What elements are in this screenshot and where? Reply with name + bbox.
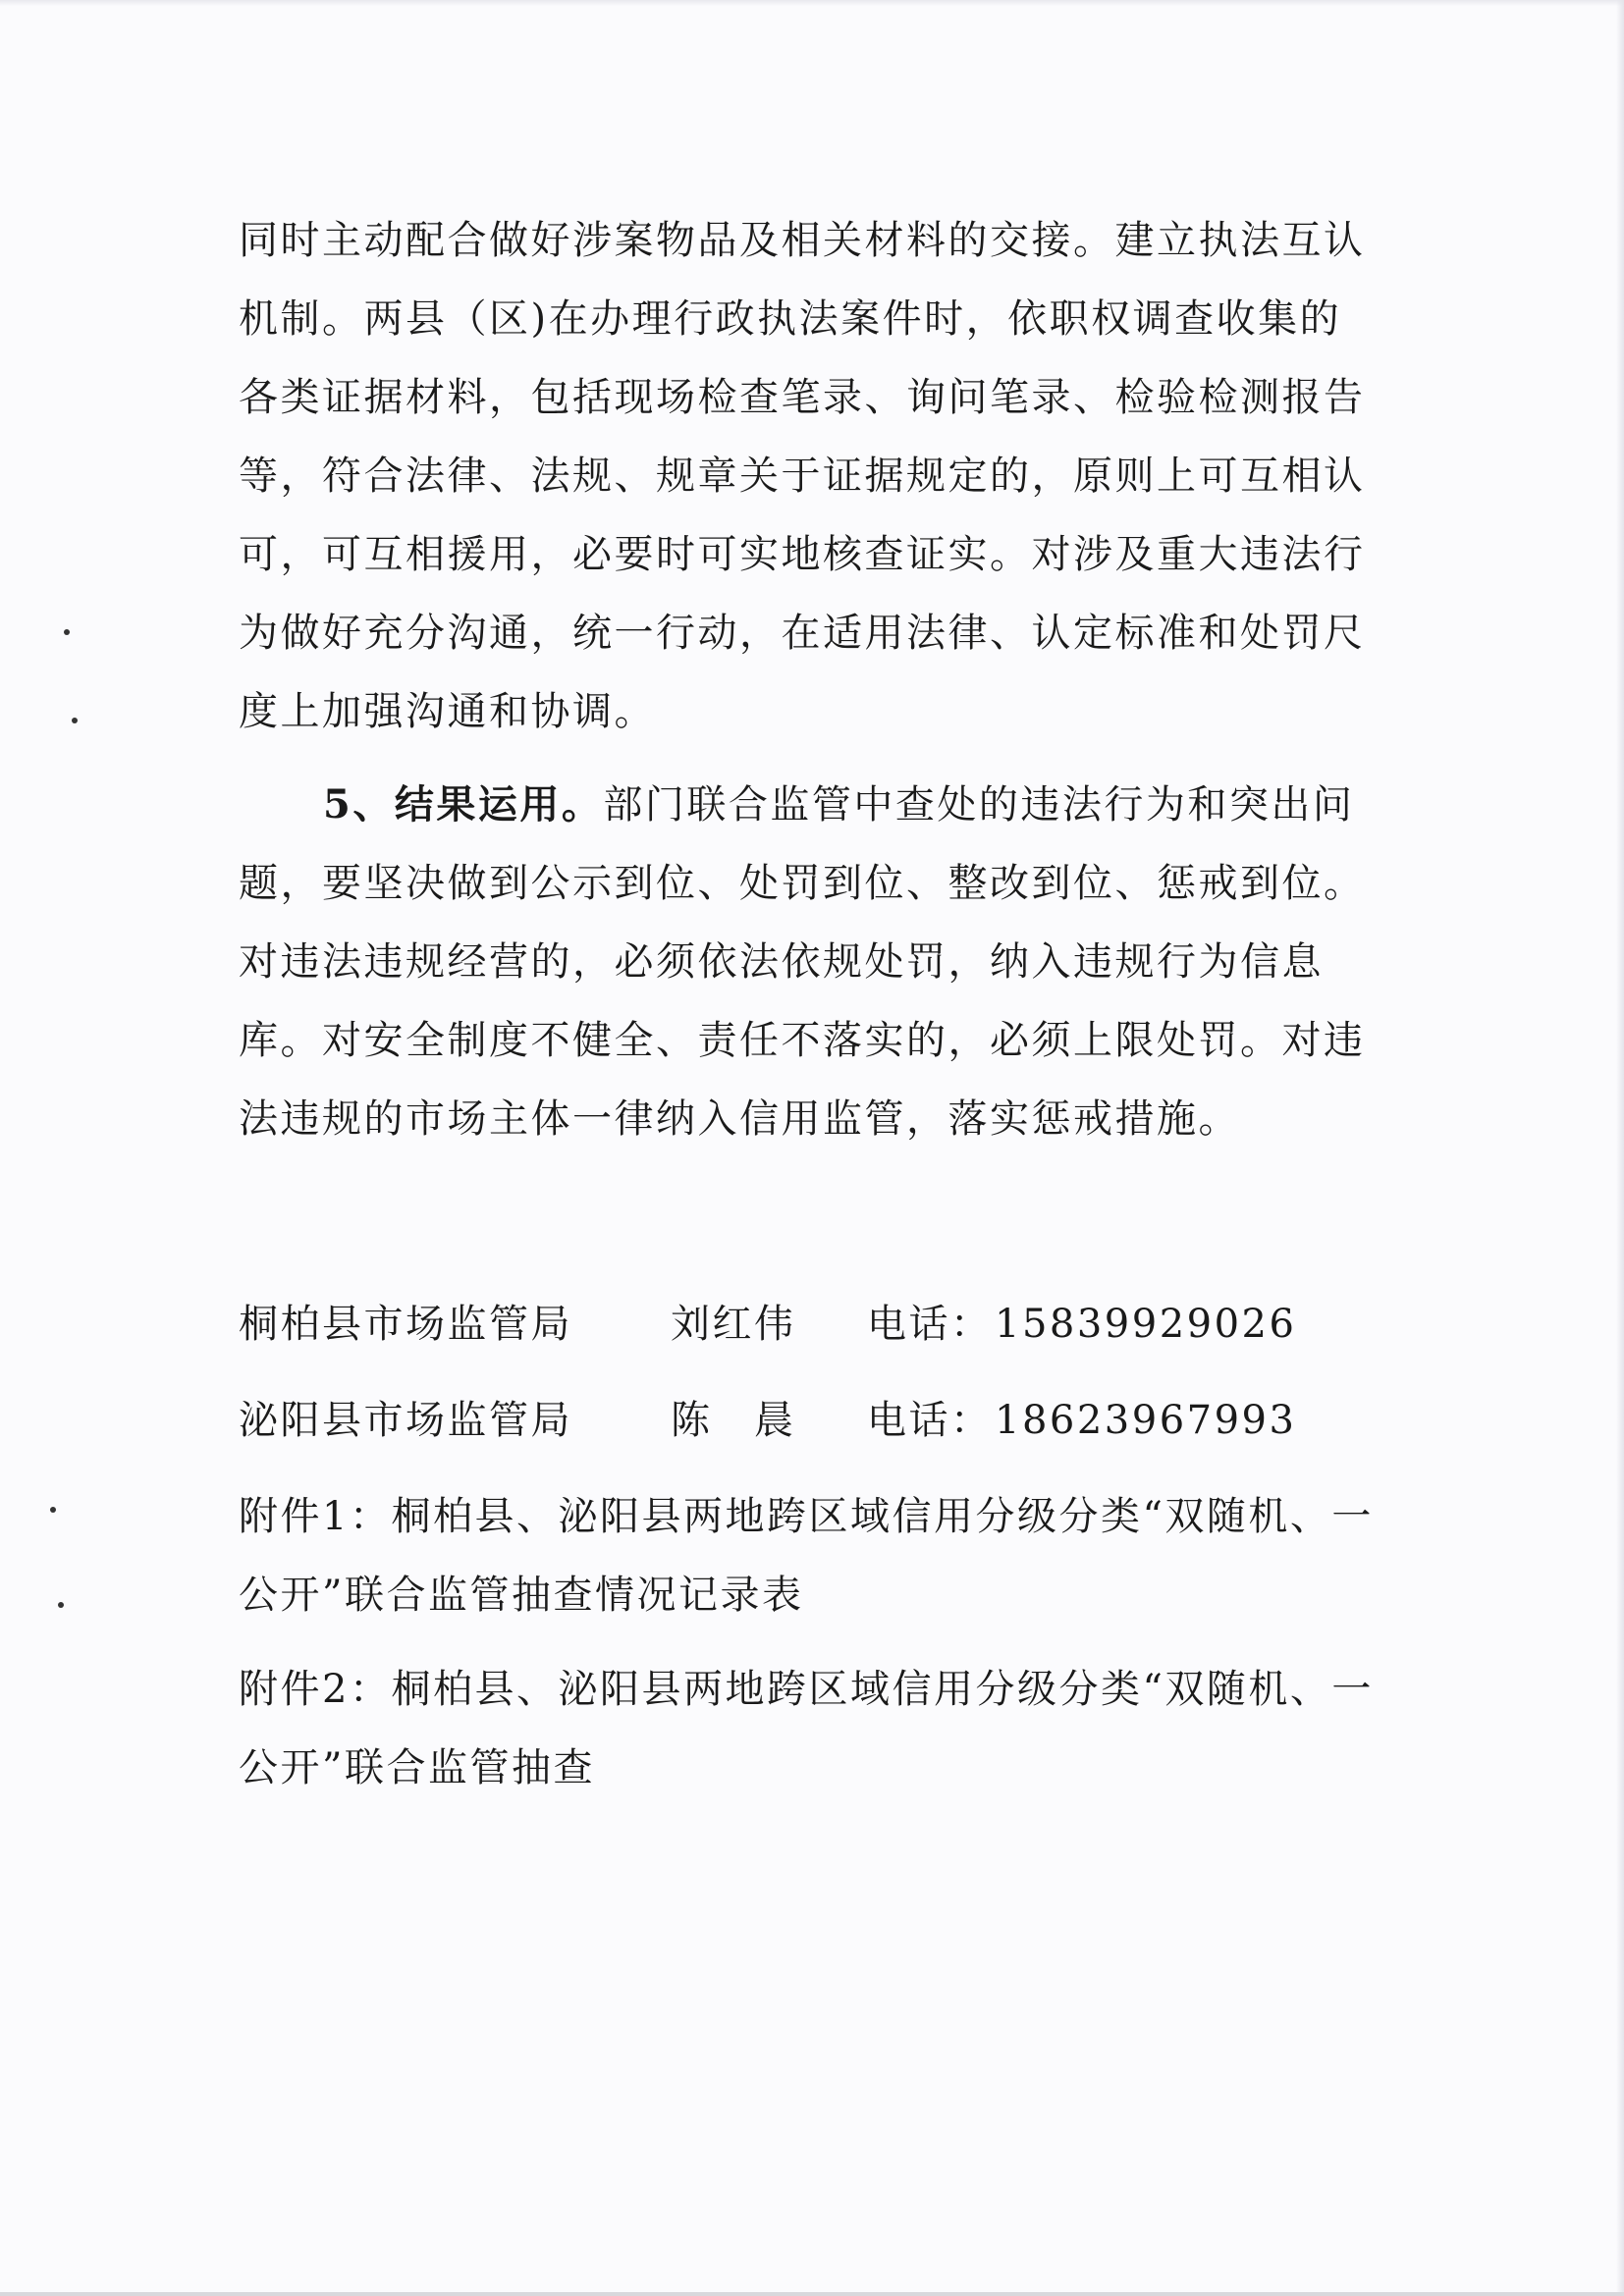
contact-phone-label: 电话： <box>867 1302 993 1347</box>
contact-row <box>239 1289 1378 1385</box>
binding-hole-mark <box>50 1507 56 1513</box>
binding-hole-mark <box>72 718 78 723</box>
contact-row <box>239 1385 1378 1481</box>
scan-edge-bottom <box>0 2292 1624 2296</box>
scan-edge-right <box>1616 0 1624 2296</box>
contact-phone: 15839929026 <box>995 1302 1297 1347</box>
contact-phone: 18623967993 <box>995 1398 1297 1443</box>
contact-list <box>239 1289 1378 1481</box>
contact-org: 泌阳县市场监管局 <box>239 1398 572 1443</box>
section-heading: 5、结果运用。 <box>323 781 604 828</box>
contact-person: 陈 晨 <box>671 1398 796 1443</box>
attachment-item: 附件2：桐柏县、泌阳县两地跨区域信用分级分类“双随机、一公开”联合监管抽查 <box>239 1667 1374 1790</box>
contact-person: 刘红伟 <box>671 1302 796 1347</box>
paragraph-evidence-mutual-recognition: 同时主动配合做好涉案物品及相关材料的交接。建立执法互认机制。两县（区)在办理行政执法案件时，依职权调查收集的各类证据材料，包括现场检查笔录、询问笔录、检验检测报告等，符合法律、法规、规章关于证据规定的，原则上可互相认可，可互相援用，必要时可实地核查证实。对涉及重大违法行为做好充分沟通，统一行动，在适用法律、认定标准和处罚尺度上加强沟通和协调。 <box>239 218 1366 734</box>
attachment-list <box>239 1477 1378 1823</box>
scan-edge-top <box>0 0 1624 6</box>
paragraph-body: 部门联合监管中查处的违法行为和突出问题，要坚决做到公示到位、处罚到位、整改到位、惩戒到位。对违法违规经营的，必须依法依规处罚，纳入违规行为信息库。对安全制度不健全、责任不落实的，必须上限处罚。对违法违规的市场主体一律纳入信用监管，落实惩戒措施。 <box>239 782 1366 1142</box>
binding-hole-mark <box>58 1602 64 1608</box>
contact-org: 桐柏县市场监管局 <box>239 1302 572 1347</box>
paragraph-result-application <box>239 766 1378 1158</box>
attachment-item: 附件1：桐柏县、泌阳县两地跨区域信用分级分类“双随机、一公开”联合监管抽查情况记录表 <box>239 1494 1374 1618</box>
binding-hole-mark <box>64 629 70 635</box>
contact-phone-label: 电话： <box>867 1398 993 1443</box>
